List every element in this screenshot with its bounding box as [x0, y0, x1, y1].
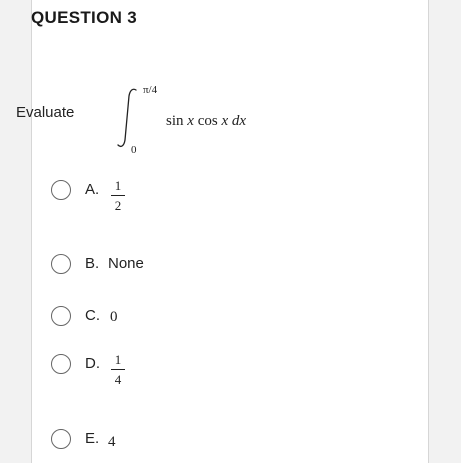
- option-e-radio[interactable]: [51, 429, 71, 449]
- integral-sign-icon: [112, 86, 146, 150]
- option-c-radio[interactable]: [51, 306, 71, 326]
- option-d-fraction-bar: [111, 369, 125, 370]
- option-a-denominator: 2: [114, 198, 122, 213]
- option-b-letter: B.: [85, 255, 100, 272]
- option-d-radio[interactable]: [51, 354, 71, 374]
- question-card: [31, 0, 429, 463]
- option-a-fraction: [111, 179, 125, 213]
- integrand-x1: x: [187, 113, 194, 129]
- option-d-letter: D.: [85, 355, 100, 372]
- integral-lower-limit: 0: [131, 144, 137, 156]
- option-d-denominator: 4: [114, 372, 122, 387]
- option-c-letter: C.: [85, 307, 100, 324]
- integrand-sin: sin: [166, 113, 184, 129]
- integrand: [166, 113, 246, 130]
- option-a-radio[interactable]: [51, 180, 71, 200]
- option-d-fraction: [111, 353, 125, 387]
- option-b-radio[interactable]: [51, 254, 71, 274]
- option-d-numerator: 1: [114, 352, 122, 367]
- question-prompt: Evaluate: [16, 104, 75, 121]
- option-e-value: 4: [108, 434, 116, 450]
- option-c-value: 0: [110, 309, 118, 325]
- option-a-numerator: 1: [114, 178, 122, 193]
- option-e-letter: E.: [85, 430, 100, 447]
- option-b-text: None: [108, 255, 144, 272]
- integrand-dx-var: x: [239, 113, 247, 129]
- integrand-cos: cos: [197, 113, 218, 129]
- integrand-x2: x: [221, 113, 229, 129]
- integral-upper-limit: π/4: [143, 84, 158, 96]
- option-a-fraction-bar: [111, 195, 125, 196]
- question-title: QUESTION 3: [31, 8, 137, 27]
- option-a-letter: A.: [85, 181, 100, 198]
- integrand-d: d: [231, 113, 240, 129]
